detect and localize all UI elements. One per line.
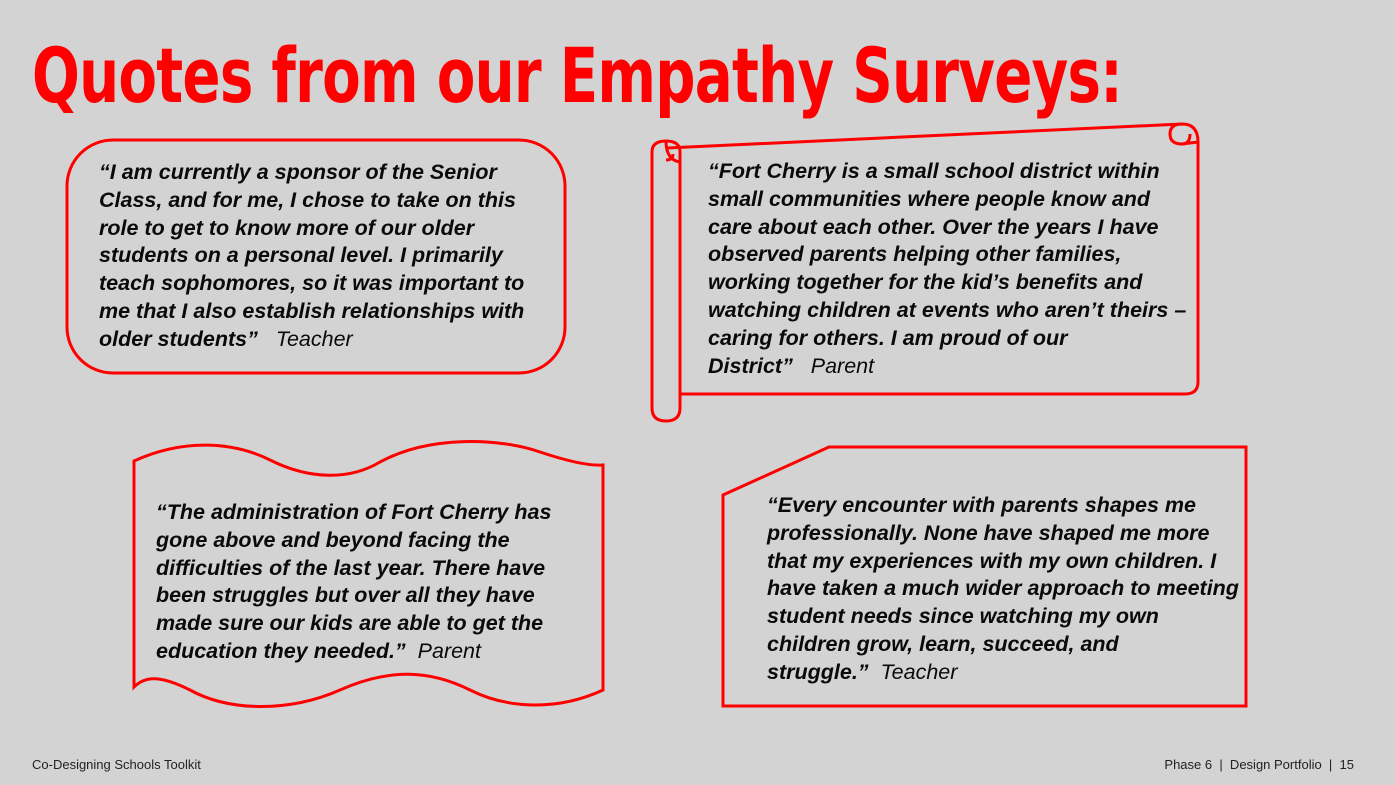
footer-page-info: Phase 6 | Design Portfolio | 15 [1164,757,1354,772]
quote-text: “Every encounter with parents shapes me professionally. None have shaped me more that my experiences with my own children. I have taken a much wider approach to meeting student needs since watching my own children grow, learn, succeed, and struggle.” [767,493,1239,684]
quote-card-4 [767,492,1239,687]
quote-attribution: Parent [810,353,875,378]
quote-card-3 [156,499,596,666]
quote-attribution: Teacher [275,326,353,351]
quote-text: “I am currently a sponsor of the Senior Class, and for me, I chose to take on this role to get to know more of our older students on a personal level. I primarily teach sophomores, so it was important to me that I also establish relationships with older students” [99,160,525,351]
quote-text: “Fort Cherry is a small school district within small communities where people know and care about each other. Over the years I have observed parents helping other families, working together for the kid’s benefits and watching children at events who aren’t theirs – caring for others. I am proud of our District” [708,159,1187,378]
quote-attribution: Teacher [880,659,958,684]
quote-card-1 [99,159,559,354]
footer-toolkit-name: Co-Designing Schools Toolkit [32,757,201,772]
quote-text: “The administration of Fort Cherry has gone above and beyond facing the difficulties of the last year. There have been struggles but over all they have made sure our kids are able to get the education they needed.” [156,500,552,663]
quote-attribution: Parent [417,638,481,663]
slide-title: Quotes from our Empathy Surveys: [32,31,1123,120]
quote-card-2 [708,158,1188,380]
